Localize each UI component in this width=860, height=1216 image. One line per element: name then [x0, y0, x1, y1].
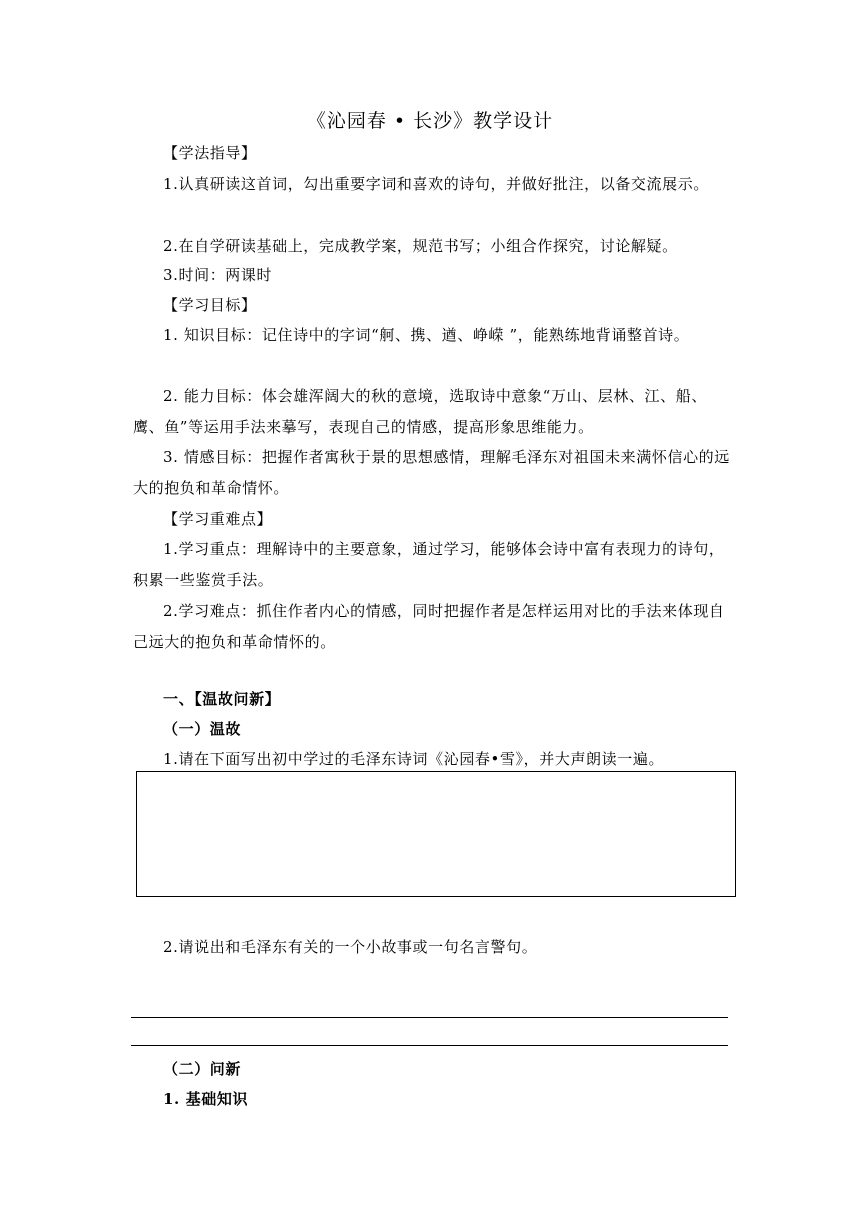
answer-line-1[interactable] — [131, 1017, 728, 1018]
objectives-heading: 【学习目标】 — [163, 296, 257, 314]
objective-item-2: 2. 能力目标：体会雄浑阔大的秋的意境，选取诗中意象“万山、层林、江、船、鹰、鱼”等运用手法来摹写，表现自己的情感，提高形象思维能力。 — [133, 387, 707, 436]
basic-knowledge-heading: 1. 基础知识 — [163, 1090, 249, 1108]
study-guide-heading: 【学法指导】 — [163, 144, 257, 162]
section-review-heading: 一、【温故问新】 — [163, 690, 281, 708]
document-title: 《沁园春 • 长沙》教学设计 — [306, 110, 554, 132]
review-question-1: 1.请在下面写出初中学过的毛泽东诗词《沁园春•雪》，并大声朗读一遍。 — [163, 750, 665, 768]
answer-line-2[interactable] — [131, 1045, 728, 1046]
key-point-item-2: 2.学习难点：抓住作者内心的情感，同时把握作者是怎样运用对比的手法来体现自己远大的抱负和革命情怀的。 — [133, 602, 725, 651]
study-guide-item-1: 1.认真研读这首词，勾出重要字词和喜欢的诗句，并做好批注，以备交流展示。 — [163, 175, 709, 193]
answer-box[interactable] — [136, 771, 736, 897]
review-question-2: 2.请说出和毛泽东有关的一个小故事或一句名言警句。 — [163, 938, 538, 956]
key-point-item-1: 1.学习重点：理解诗中的主要意象，通过学习，能够体会诗中富有表现力的诗句，积累一些鉴赏手法。 — [133, 540, 725, 589]
review-subheading: （一）温故 — [163, 720, 242, 738]
study-guide-item-2: 2.在自学研读基础上，完成教学案，规范书写；小组合作探究，讨论解疑。 — [163, 237, 678, 255]
objective-item-1: 1. 知识目标：记住诗中的字词“舸、携、遒、峥嵘 ”，能熟练地背诵整首诗。 — [163, 326, 690, 344]
key-points-heading: 【学习重难点】 — [163, 510, 273, 528]
objective-item-3: 3. 情感目标：把握作者寓秋于景的思想感情，理解毛泽东对祖国未来满怀信心的远大的抱负和革命情怀。 — [133, 448, 730, 497]
new-knowledge-subheading: （二）问新 — [163, 1060, 242, 1078]
study-guide-item-3: 3.时间：两课时 — [163, 266, 273, 284]
